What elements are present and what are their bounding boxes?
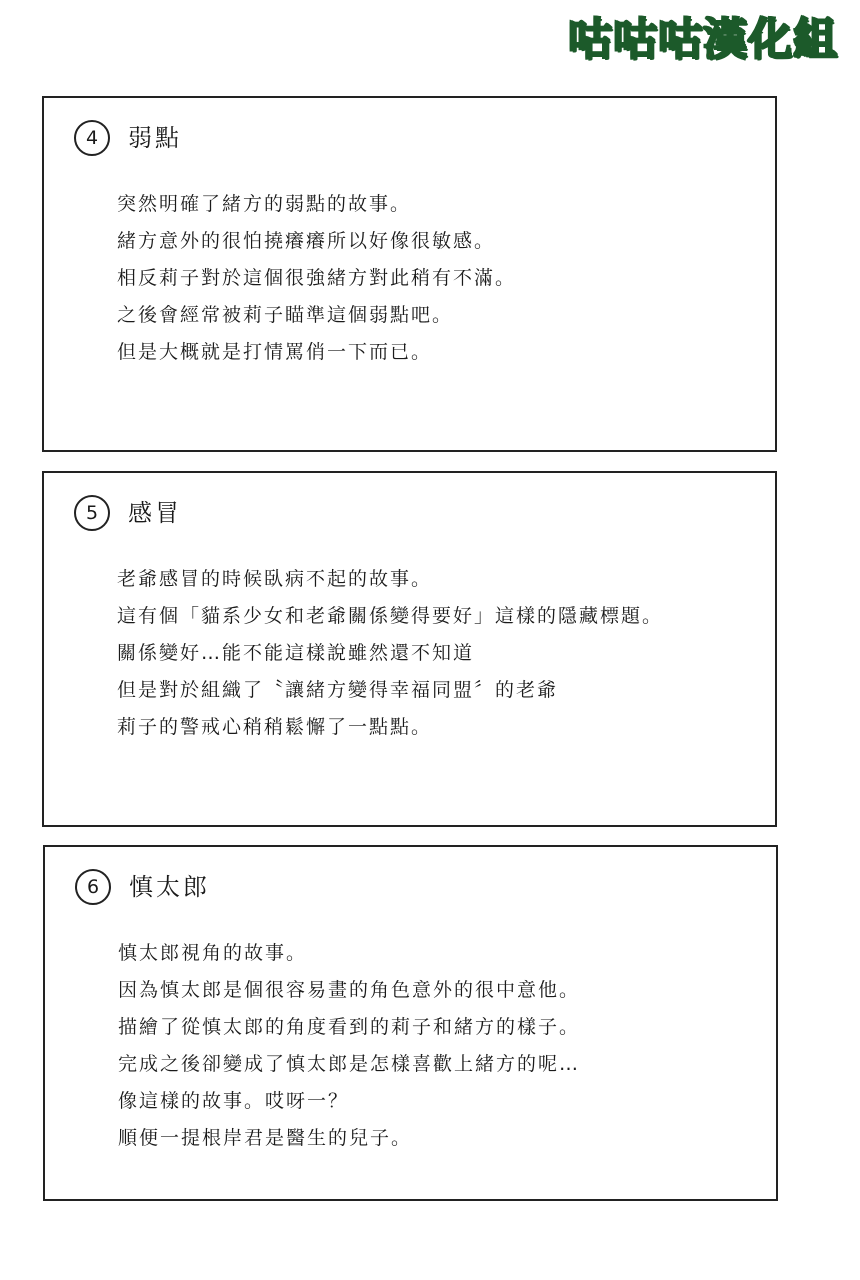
section-body: [118, 935, 580, 1157]
text-line: 因為慎太郎是個很容易畫的角色意外的很中意他。: [118, 979, 581, 1001]
section-body: [117, 186, 516, 371]
section-panel-shintaro: [43, 845, 778, 1201]
text-line: 相反莉子對於這個很強緒方對此稍有不滿。: [117, 267, 517, 289]
section-title: 感冒: [128, 499, 182, 527]
text-line: 突然明確了緒方的弱點的故事。: [117, 193, 412, 215]
text-line: 慎太郎視角的故事。: [118, 942, 308, 964]
section-title: 慎太郎: [129, 873, 210, 901]
text-line: 莉子的警戒心稍稍鬆懈了一點點。: [117, 716, 433, 738]
text-line: 像這樣的故事。哎呀一？: [118, 1090, 350, 1112]
section-number: 5: [74, 495, 110, 531]
text-line: 之後會經常被莉子瞄準這個弱點吧。: [117, 304, 454, 326]
text-line: 關係變好…能不能這樣說雖然還不知道: [117, 642, 475, 664]
text-line: 但是對於組織了〝讓緒方變得幸福同盟〞的老爺: [117, 679, 559, 701]
section-panel-weakness: [42, 96, 777, 452]
section-heading: [74, 495, 182, 531]
text-line: 老爺感冒的時候臥病不起的故事。: [117, 568, 433, 590]
text-line: 順便一提根岸君是醫生的兒子。: [118, 1127, 413, 1149]
text-line: 但是大概就是打情罵俏一下而已。: [117, 341, 433, 363]
section-title: 弱點: [128, 124, 182, 152]
text-line: 完成之後卻變成了慎太郎是怎樣喜歡上緒方的呢…: [118, 1053, 581, 1075]
section-number: 6: [75, 869, 111, 905]
text-line: 描繪了從慎太郎的角度看到的莉子和緒方的樣子。: [118, 1016, 581, 1038]
text-line: 這有個「貓系少女和老爺關係變得要好」這樣的隱藏標題。: [117, 605, 664, 627]
group-logo: 咕咕咕漢化組: [568, 14, 838, 65]
section-panel-cold: [42, 471, 777, 827]
section-body: [117, 561, 663, 746]
section-number: 4: [74, 120, 110, 156]
section-heading: [75, 869, 210, 905]
section-heading: [74, 120, 182, 156]
text-line: 緒方意外的很怕撓癢癢所以好像很敏感。: [117, 230, 496, 252]
